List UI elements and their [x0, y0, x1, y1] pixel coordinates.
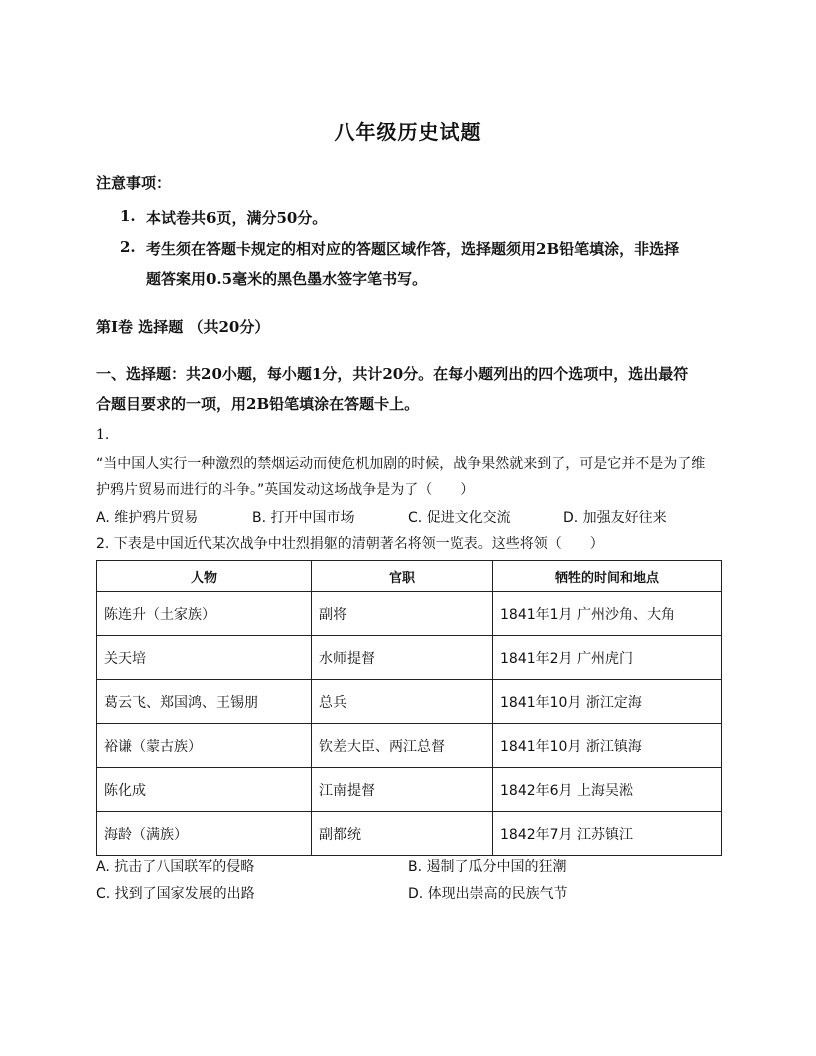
question-1-option-c[interactable]: C. 促进文化交流 — [408, 510, 511, 526]
table-row — [97, 636, 722, 680]
notice-heading: 注意事项： — [96, 174, 172, 192]
column-header-time-place: 牺牲的时间和地点 — [493, 561, 722, 592]
question-1-stem-line2: 护鸦片贸易而进行的斗争。”英国发动这场战争是为了（ ） — [96, 482, 475, 498]
table-row — [97, 680, 722, 724]
question-1-stem-line1: “当中国人实行一种激烈的禁烟运动而使危机加剧的时候，战争果然就来到了，可是它并不是为了维 — [96, 456, 706, 472]
notice-item-2-line2: 题答案用0.5毫米的黑色墨水签字笔书写。 — [146, 270, 428, 288]
question-1-option-a[interactable]: A. 维护鸦片贸易 — [96, 510, 199, 526]
column-header-office: 官职 — [312, 561, 493, 592]
table-row — [97, 768, 722, 812]
question-2-option-a[interactable]: A. 抗击了八国联军的侵略 — [96, 859, 255, 875]
table-cell: 副都统 — [312, 812, 493, 856]
table-header-row — [97, 561, 722, 592]
question-2-option-d[interactable]: D. 体现出崇高的民族气节 — [408, 886, 568, 902]
table-cell: 副将 — [312, 592, 493, 636]
table-cell: 1842年6月 上海吴淞 — [493, 768, 722, 812]
table-cell: 1841年10月 浙江定海 — [493, 680, 722, 724]
notice-item-2-number: 2. — [120, 238, 136, 256]
question-1-option-b[interactable]: B. 打开中国市场 — [252, 510, 355, 526]
table-cell: 总兵 — [312, 680, 493, 724]
table-cell: 1842年7月 江苏镇江 — [493, 812, 722, 856]
table-cell: 陈连升（土家族） — [97, 592, 312, 636]
table-cell: 关天培 — [97, 636, 312, 680]
notice-item-1: 本试卷共6页，满分50分。 — [146, 209, 328, 227]
table-cell: 水师提督 — [312, 636, 493, 680]
column-header-person: 人物 — [97, 561, 312, 592]
table-cell: 1841年10月 浙江镇海 — [493, 724, 722, 768]
table-cell: 葛云飞、郑国鸿、王锡朋 — [97, 680, 312, 724]
table-cell: 钦差大臣、两江总督 — [312, 724, 493, 768]
table-cell: 1841年1月 广州沙角、大角 — [493, 592, 722, 636]
table-cell: 1841年2月 广州虎门 — [493, 636, 722, 680]
section-instructions-line1: 一、选择题：共20小题，每小题1分，共计20分。在每小题列出的四个选项中，选出最符 — [96, 365, 689, 383]
notice-item-2-line1: 考生须在答题卡规定的相对应的答题区域作答，选择题须用2B铅笔填涂，非选择 — [146, 240, 680, 258]
question-1-number: 1. — [96, 427, 110, 443]
table-cell: 裕谦（蒙古族） — [97, 724, 312, 768]
generals-table — [96, 560, 722, 856]
section-instructions-line2: 合题目要求的一项，用2B铅笔填涂在答题卡上。 — [96, 395, 420, 413]
table-cell: 陈化成 — [97, 768, 312, 812]
question-2-stem: 2. 下表是中国近代某次战争中壮烈捐躯的清朝著名将领一览表。这些将领（ ） — [96, 536, 604, 552]
table-row — [97, 812, 722, 856]
question-2-option-b[interactable]: B. 遏制了瓜分中国的狂潮 — [408, 859, 567, 875]
notice-item-1-number: 1. — [120, 207, 136, 225]
page-title: 八年级历史试题 — [334, 120, 482, 144]
question-2-option-c[interactable]: C. 找到了国家发展的出路 — [96, 886, 255, 902]
question-1-option-d[interactable]: D. 加强友好往来 — [563, 510, 667, 526]
table-row — [97, 724, 722, 768]
table-cell: 江南提督 — [312, 768, 493, 812]
table-row — [97, 592, 722, 636]
table-cell: 海龄（满族） — [97, 812, 312, 856]
part-heading: 第Ⅰ卷 选择题 （共20分） — [96, 318, 270, 336]
